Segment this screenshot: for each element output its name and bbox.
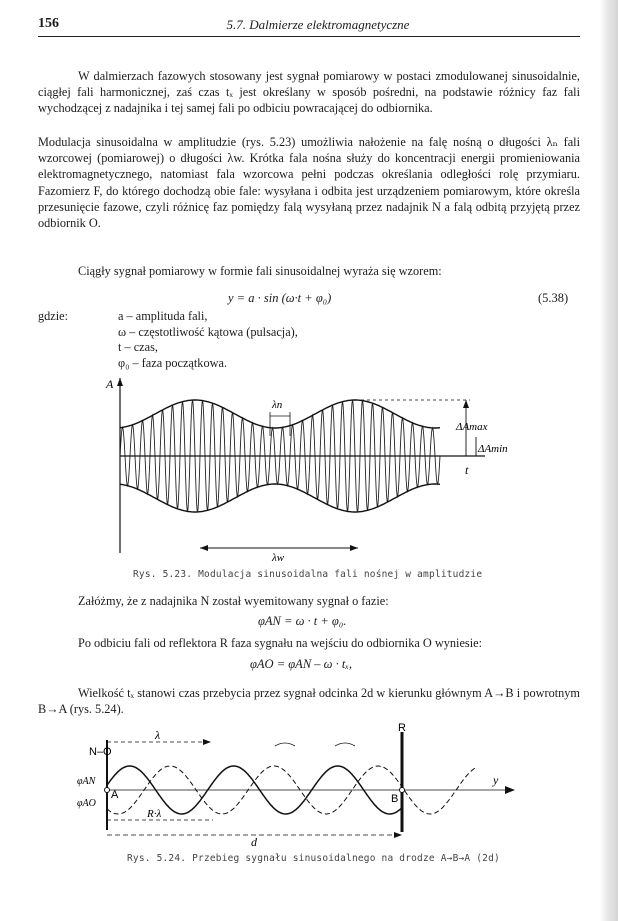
axis-label-A: A <box>106 378 114 391</box>
y-axis-arrow-icon <box>117 378 123 386</box>
equation-number: (5.38) <box>538 291 569 305</box>
point-A-label: A <box>111 789 119 801</box>
phi-ao-label: φAO <box>77 798 96 809</box>
scan-edge-shadow <box>600 0 618 921</box>
reflector-label: R <box>398 722 406 734</box>
phi-an-label: φAN <box>77 776 96 787</box>
forward-direction-arrow-icon <box>275 743 295 746</box>
equation-5-38: y = a · sin (ω·t + φ₀) <box>228 291 332 305</box>
r-lambda-label: R·λ <box>147 808 162 820</box>
paragraph-5: Po odbiciu fali od reflektora R faza sygnału na wejściu do odbiornika O wyniesie: <box>78 636 482 650</box>
paragraph-2: Modulacja sinusoidalna w amplitudzie (rys. 5.23) umożliwia nałożenie na falę nośną o długości λₙ fali wzorcowej (pomiarowej) o długości λw. Krótka fala nośna służy do koncentracji energii promieniowania elektromagnetycznego, natomiast fala wzorcowa pełni podczas określania odległości rolę przymiaru. Fazomierz F, do którego dochodzą obie fale: wysyłana i odbita jest urządzeniem pomiarowym, które określa przesunięcie fazowe, czyli różnicę faz pomiędzy falą wysyłaną przez nadajnik N a falą odbitą przyjętą przez odbiornik O. <box>38 135 580 231</box>
delta-amax-label: ΔAmax <box>456 421 488 433</box>
no-label: N–O <box>89 746 112 758</box>
forward-direction-arrow-icon <box>335 743 355 746</box>
page-number: 156 <box>38 16 59 31</box>
where-label: gdzie: <box>38 309 69 323</box>
figure-5-23-caption: Rys. 5.23. Modulacja sinusoidalna fali nośnej w amplitudzie <box>133 569 483 580</box>
paragraph-1: W dalmierzach fazowych stosowany jest sygnał pomiarowy w postaci zmodulowanej sinusoidalnie, ciągłej fali harmonicznej, zaś czas tₓ jest określany w sposób pośredni, na podstawie różnicy faz fali wychodzącej z nadajnika i tej samej fali po odbiciu powracającej do odbiornika. <box>38 69 580 116</box>
t-axis-label: t <box>465 463 469 477</box>
list-item: ω – częstotliwość kątowa (pulsacja), <box>118 324 298 339</box>
figure-5-23-modulation <box>100 378 520 568</box>
lambda-n-label: λn <box>272 399 283 411</box>
lambda-w-label: λw <box>272 552 285 564</box>
paragraph-4: Załóżmy, że z nadajnika N został wyemitowany sygnał o fazie: <box>78 594 389 608</box>
figure-5-24-signal-path <box>75 722 525 850</box>
equation-phase-an: φAN = ω · t + φ₀. <box>258 614 347 628</box>
y-axis-arrow-icon <box>505 786 515 794</box>
d-label: d <box>251 835 257 849</box>
running-title: 5.7. Dalmierze elektromagnetyczne <box>226 17 410 32</box>
figure-5-24-caption: Rys. 5.24. Przebieg sygnału sinusoidalnego na drodze A→B→A (2d) <box>127 853 500 864</box>
point-B-marker <box>400 788 405 793</box>
lambda-w-left-arrow-icon <box>200 545 208 551</box>
variable-list <box>118 309 298 371</box>
lambda-w-right-arrow-icon <box>350 545 358 551</box>
equation-phase-ao: φAO = φAN – ω · tₓ, <box>250 657 353 671</box>
running-header <box>38 14 580 37</box>
paragraph-6: Wielkość tₓ stanowi czas przebycia przez sygnał odcinka 2d w kierunku głównym A→B i powrotnym B→A (rys. 5.24). <box>38 686 580 717</box>
delta-amin-label: ΔAmin <box>478 443 508 455</box>
point-B-label: B <box>391 793 399 805</box>
list-item: φ₀ – faza początkowa. <box>118 355 228 370</box>
point-A-marker <box>105 788 110 793</box>
list-item: t – czas, <box>118 340 158 354</box>
y-axis-label: y <box>493 773 499 787</box>
d-arrow-icon <box>394 832 402 838</box>
lambda-label: λ <box>155 728 161 742</box>
delta-amax-arrowhead-icon <box>463 400 469 408</box>
paragraph-3: Ciągły sygnał pomiarowy w formie fali sinusoidalnej wyraża się wzorem: <box>78 264 442 278</box>
list-item: a – amplituda fali, <box>118 309 208 323</box>
lambda-arrow-icon <box>203 739 211 745</box>
